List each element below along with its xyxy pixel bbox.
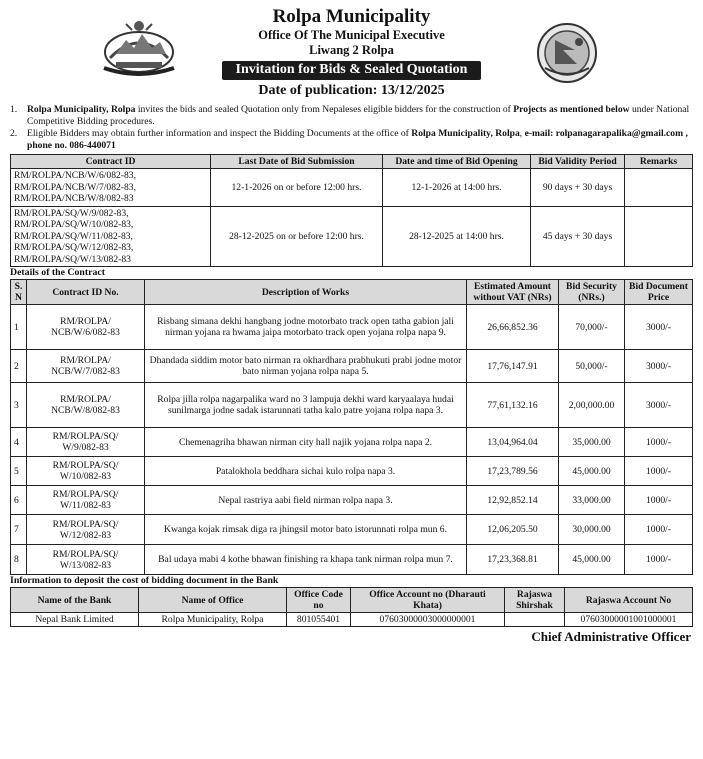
col-security: Bid Security (NRs.) [559,280,625,305]
id-line: W/11/082-83 [60,500,111,511]
contract-id: RM/ROLPA/SQ/W/9/082-83, [14,207,129,219]
contract-ids [11,169,211,207]
note-bold: Projects as mentioned below [513,104,630,115]
submission-date: 28-12-2025 on or before 12:00 hrs. [211,206,383,267]
row-security: 2,00,000.00 [559,383,625,428]
table-row [11,206,693,267]
contract-id: RM/ROLPA/SQ/W/11/082-83, [14,230,133,242]
row-description: Risbang simana dekhi hangbang jodne motorbato track open tatha gabion jali nirman yojana ra hwama jaipa motorbato track open yojana rolpa napa 9. [145,305,467,350]
id-line: RM/ROLPA/SQ/ [52,460,119,471]
note-text [27,104,693,128]
row-contract-id [27,428,145,457]
row-sn: 6 [11,486,27,515]
col-opening: Date and time of Bid Opening [383,155,531,169]
row-price: 3000/- [625,350,693,383]
row-description: Dhandada siddim motor bato nirman ra okhardhara prabhukuti prabi jodne motor bato nirman yojana rolpa napa 5. [145,350,467,383]
bank-header-row [11,588,693,613]
publication-date: Date of publication: 13/12/2025 [258,83,445,98]
row-amount: 12,06,205.50 [467,515,559,545]
office-name: Office Of The Municipal Executive [258,28,445,42]
row-security: 33,000.00 [559,486,625,515]
col-amount: Estimated Amount without VAT (NRs) [467,280,559,305]
table-row [11,428,693,457]
invitation-banner: Invitation for Bids & Sealed Quotation [222,61,482,80]
opening-date: 12-1-2026 at 14:00 hrs. [383,169,531,207]
id-line: RM/ROLPA/SQ/ [52,431,119,442]
col-office-code: Office Code no [287,588,351,613]
id-line: RM/ROLPA/SQ/ [52,548,119,560]
signature-title: Chief Administrative Officer [531,629,691,644]
id-line: W/10/082-83 [59,471,112,482]
details-header-row [11,280,693,305]
row-security: 45,000.00 [559,457,625,486]
contract-ids [11,206,211,267]
col-bank-name: Name of the Bank [11,588,139,613]
note-number: 2. [10,128,18,139]
row-security: 70,000/- [559,305,625,350]
notes [10,104,693,152]
row-description: Kwanga kojak rimsak diga ra jhingsil motor bato istorunnati rolpa mun 6. [145,515,467,545]
row-sn: 3 [11,383,27,428]
contract-id: RM/ROLPA/SQ/W/10/082-83, [14,219,134,230]
id-line: W/9/082-83 [62,442,109,453]
row-description: Patalokhola beddhara sichai kulo rolpa napa 3. [145,457,467,486]
col-doc-price: Bid Document Price [625,280,693,305]
bank-table [10,587,693,627]
row-security: 30,000.00 [559,515,625,545]
table-row [11,545,693,575]
validity-period: 45 days + 30 days [531,206,625,267]
id-line: NCB/W/8/082-83 [51,405,120,416]
submission-date: 12-1-2026 on or before 12:00 hrs. [211,169,383,207]
table-row [11,457,693,486]
contract-id: RM/ROLPA/SQ/W/13/082-83 [14,253,131,265]
office-address: Liwang 2 Rolpa [309,43,394,57]
id-line: W/13/082-83 [59,559,112,571]
row-sn: 5 [11,457,27,486]
municipality-logo-icon [531,22,603,84]
bank-name: Nepal Bank Limited [11,613,139,627]
rajaswa-account: 07603000001001000001 [565,613,693,627]
row-price: 1000/- [625,515,693,545]
row-contract-id [27,515,145,545]
row-amount: 77,61,132.16 [467,383,559,428]
table-row [11,515,693,545]
col-rajaswa-shirshak: Rajaswa Shirshak [505,588,565,613]
row-contract-id [27,486,145,515]
office-account: 07603000003000000001 [351,613,505,627]
row-description: Rolpa jilla rolpa nagarpalika ward no 3 lampuja dekhi ward karyaalaya hudai sunilmarga jodne sadak istarunnati tatha kalo patre yojana rolpa napa 3. [145,383,467,428]
col-sn: S. N [11,280,27,305]
row-description: Chemenagriha bhawan nirman city hall najik yojana rolpa napa 2. [145,428,467,457]
col-rajaswa-account: Rajaswa Account No [565,588,693,613]
schedule-header-row [11,155,693,169]
row-amount: 17,23,368.81 [467,545,559,575]
opening-date: 28-12-2025 at 14:00 hrs. [383,206,531,267]
table-row [11,350,693,383]
validity-period: 90 days + 30 days [531,169,625,207]
table-row [11,169,693,207]
row-amount: 17,23,789.56 [467,457,559,486]
table-row [11,383,693,428]
note-bold: Rolpa Municipality, Rolpa [27,104,136,115]
note-plain: under National Competitive Bidding procedures. [27,104,690,127]
row-sn: 8 [11,545,27,575]
note-text [27,128,693,152]
row-description: Nepal rastriya aabi field nirman rolpa napa 3. [145,486,467,515]
row-sn: 1 [11,305,27,350]
office-name: Rolpa Municipality, Rolpa [139,613,287,627]
id-line: RM/ROLPA/SQ/ [52,489,119,500]
id-line: RM/ROLPA/ [60,355,111,366]
header [10,6,693,102]
note-plain: , [519,128,525,139]
col-last-date: Last Date of Bid Submission [211,155,383,169]
row-contract-id [27,457,145,486]
id-line: NCB/W/6/082-83 [51,327,120,338]
row-price: 1000/- [625,428,693,457]
row-security: 45,000.00 [559,545,625,575]
table-row [11,613,693,627]
row-sn: 4 [11,428,27,457]
note-1 [10,104,693,128]
table-row [11,486,693,515]
col-contract-id: Contract ID [11,155,211,169]
row-sn: 7 [11,515,27,545]
row-contract-id [27,305,145,350]
id-line: NCB/W/7/082-83 [51,366,120,377]
col-contract-id-no: Contract ID No. [27,280,145,305]
row-amount: 26,66,852.36 [467,305,559,350]
col-validity: Bid Validity Period [531,155,625,169]
details-table [10,279,693,575]
contract-id: RM/ROLPA/NCB/W/6/082-83, [14,170,136,181]
note-contact: e-mail: rolpanagarapalika@gmail.com , phone no. 086-440071 [27,128,688,151]
row-contract-id [27,545,145,575]
id-line: RM/ROLPA/ [60,394,111,405]
id-line: W/12/082-83 [59,529,112,541]
row-price: 1000/- [625,486,693,515]
office-code: 801055401 [287,613,351,627]
col-office-name: Name of Office [139,588,287,613]
row-description: Bal udaya mabi 4 kothe bhawan finishing ra khapa tank nirman rolpa mun 7. [145,545,467,575]
col-description: Description of Works [145,280,467,305]
rajaswa-shirshak [505,613,565,627]
row-amount: 12,92,852.14 [467,486,559,515]
nepal-emblem-icon [96,18,182,78]
remarks [625,206,693,267]
row-sn: 2 [11,350,27,383]
row-price: 1000/- [625,545,693,575]
row-contract-id [27,350,145,383]
id-line: RM/ROLPA/ [60,316,111,327]
details-label: Details of the Contract [10,267,105,278]
col-office-account: Office Account no (Dharauti Khata) [351,588,505,613]
table-row [11,305,693,350]
bank-label: Information to deposit the cost of bidding document in the Bank [10,575,279,586]
row-amount: 17,76,147.91 [467,350,559,383]
contract-id: RM/ROLPA/NCB/W/8/082-83 [14,193,134,204]
note-2 [10,128,693,152]
col-remarks: Remarks [625,155,693,169]
row-price: 1000/- [625,457,693,486]
contract-id: RM/ROLPA/NCB/W/7/082-83, [14,181,136,193]
municipality-title: Rolpa Municipality [272,6,431,27]
note-bold: Rolpa Municipality, Rolpa [411,128,520,139]
schedule-table [10,154,693,267]
row-amount: 13,04,964.04 [467,428,559,457]
row-price: 3000/- [625,305,693,350]
row-contract-id [27,383,145,428]
note-plain: invites the bids and sealed Quotation only from Nepaleses eligible bidders for the construction of [135,104,514,115]
note-number: 1. [10,104,18,115]
remarks [625,169,693,207]
contract-id: RM/ROLPA/SQ/W/12/082-83, [14,242,134,253]
row-security: 50,000/- [559,350,625,383]
row-price: 3000/- [625,383,693,428]
id-line: RM/ROLPA/SQ/ [52,518,119,530]
note-plain: Eligible Bidders may obtain further information and inspect the Bidding Documents at the office of [27,128,412,139]
row-security: 35,000.00 [559,428,625,457]
